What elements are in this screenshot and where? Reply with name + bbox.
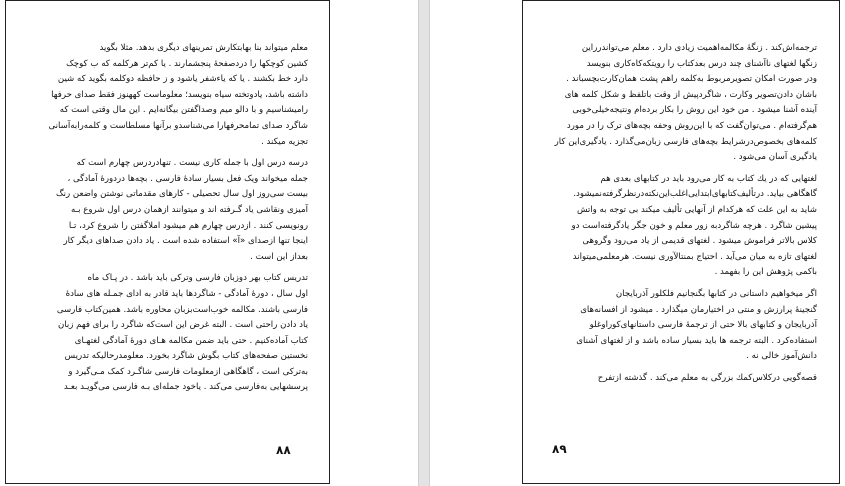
- page-divider: [418, 0, 430, 486]
- paragraph: ترجمه‌اش‌کند . زنگهٔ مکالمه‌اهمیت زیادی دارد . معلم می‌تواندرراین زنگها لغتهای ناآشنای چند درس بعدکتاب را رویتکه‌کاه‌کاری بنویسد ودر صورت امکان تصویرمربوط به‌کلمه راهم پشت همان‌کارت‌بچسباند . باشان دادن‌تصویر وکارت ، شاگردپیش از وقت باتلفظ و شکل کلمه های آینده آشنا میشود . من خود این روش را بکار برده‌ام ونتیجه‌خیلی‌خوبی هم‌گرفته‌ام . می‌توان‌گفت که با این‌روش وحفه بچه‌های ترک را در مورد کلمه‌های بخصوص‌درشرایط بچه‌های فارسی زبان‌می‌گذارد . یادگیری‌این کار یادگیری آسان می‌شود .: [554, 43, 817, 163]
- page-text-left: [36, 41, 308, 402]
- paragraph: قصه‌گویی درکلاس‌کمك بزرگی به معلم می‌کند . گذشته ازتفرح: [597, 372, 817, 383]
- paragraph: درسه درس اول با جمله کاری نیست . تنهادردرس چهارم است که جمله میخواند ویک فعل بسیار سادهٔ فارسی . بچه‌ها دردورهٔ آمادگی ، بیست سی‌روز اول سال تحصیلی - کارهای مقدماتی نوشتن واضعن رنگ آمیزی ونقاشی یاد گـرفته اند و میتوانند ازهمان درس اول شروع بـه رونویسی کنند . ازدرس چهارم هم میشود املاگفتن را شروع کرد، تـا اینجا تنها ازصدای «آ» استفاده شده است . یاد دادن صداهای دیگر کار بعداز این است .: [55, 158, 308, 262]
- page-number-right: ۸۹: [552, 442, 567, 456]
- book-page-right: [522, 0, 840, 484]
- book-page-left: [5, 0, 330, 484]
- paragraph: لغتهایی که در یك کتاب به کار می‌رود باید در کتابهای بعدی هم گاهگاهی بیاید. درتألیف‌کتابهای‌ابتدایی‌اغلب‌این‌نکته‌درنظرگرفته‌نمیشود. شاید به این علت که هرکدام از آنهایی تألیف میکند بی توجه به واتش پیشین شاگرد . هرچه شاگردبه زور معلم و خون جگر یادگرفته‌است دو کلاس بالاتر فراموش میشود . لغتهای قدیمی از یاد می‌رود وگروهی لغتهای تازه به میان می‌آید . احتیاج بمنتالآوری نیست. هرمعلمی‌میتواند باکمی پژوهش این را بفهمد .: [571, 173, 817, 278]
- paragraph: اگر میخواهیم داستانی در کتابها بگنجانیم فلکلور آذربایجان گنجینهٔ پرارزش و منتی در اختیارمان میگذارد . میشود از افسانه‌های آذربایجان و کتابهای بالا حتی از ترجمهٔ فارسی داستانهای‌کوراوغلو استفاده‌کرد . البته ترجمه ها باید بسیار ساده باشد و از لغتهای آشنای دانش‌آموز خالی نه .: [576, 288, 817, 362]
- paragraph: تدریس کتاب بهر دوزبان فارسی وترکی باید باشد . در پـاک ماه اول سال ، دورهٔ آمادگی - شاگردها باید قادر به ادای جمـله های سادهٔ فارسی باشند. مکالمه خوب‌است‌بزبان محاوره باشد. همین‌کتاب فارسی یاد دادن راحتی است . البته غرض این است‌که شاگرد را برای فهم زبان کتاب آماده‌کنیم . حتی باید ضمن مکالمه هـای دورهٔ آمادگی لغتهـای نخستین صفحه‌های کتاب بگوش شاگرد بخورد. معلومدرحالیکه تدریس به‌ترکی است ، گاهگاهی ازمعلومات فارسی شاگـرد کمک مـی‌گیرد و پرسشهایی به‌فارسی می‌کند . یاخود جمله‌ای بـه فارسی می‌گویـد بعـد: [56, 273, 308, 393]
- page-text-right: [553, 41, 817, 392]
- page-number-left: ۸۸: [276, 443, 291, 457]
- paragraph: معلم میتواند بنا بهابتکارش تمرینهای دیگری بدهد. مثلا بگوید کشین کوچکها را دردصفحهٔ پنجشمارند . یا کم‌تر هرکلمه که ب کوچک دارد خط بکشند . یا که یاءشفر یاشود و ز حافظه دوکلمه بگوید که شین داشته باشد، یادوتخته سیاه بنویسد؛ معلوماست کههنوز فقط صداى حرفها رامیشناسیم و با دالو میم وصداگفتن بیگانه‌ایم . این مال وقتی است که شاگرد صدای تمامحرفهارا می‌شناسدو برآنها مسلطاست و کلمه‌رابه‌آسانی تجزیه میکند .: [48, 43, 308, 147]
